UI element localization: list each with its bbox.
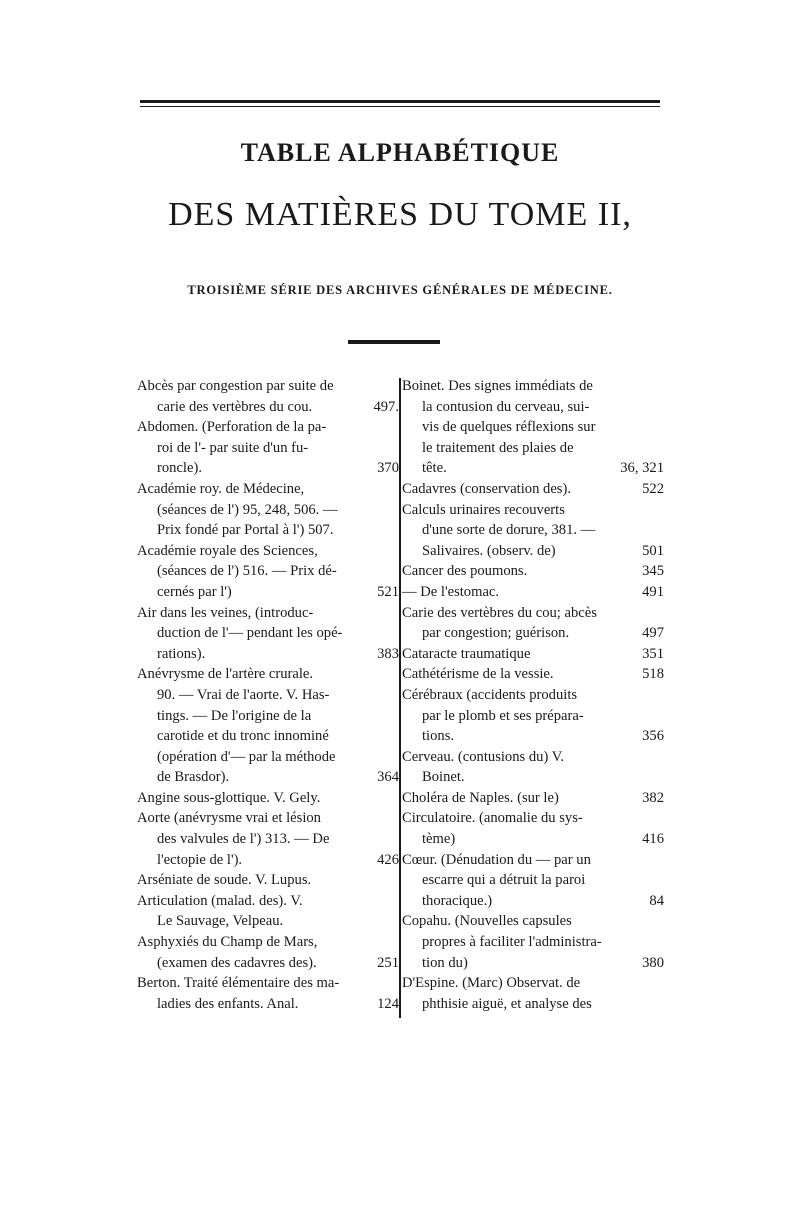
entry-line: Prix fondé par Portal à l') 507. — [157, 522, 334, 539]
entry-text: l'ectopie de l'). — [157, 851, 243, 868]
top-rule-thick — [140, 100, 660, 103]
index-entry — [137, 891, 399, 932]
entry-line — [402, 644, 664, 665]
page-reference: 356 — [642, 728, 664, 745]
index-entry — [137, 603, 399, 665]
entry-text: tème) — [422, 831, 456, 848]
page-title: TABLE ALPHABÉTIQUE — [240, 138, 560, 167]
top-rule-thin — [140, 106, 660, 107]
entry-line: Asphyxiés du Champ de Mars, — [137, 934, 318, 951]
entry-text: cernés par l') — [157, 583, 232, 600]
column-divider — [399, 378, 401, 1018]
entry-text: — De l'estomac. — [402, 583, 500, 600]
entry-line: Arséniate de soude. V. Lupus. — [137, 872, 312, 889]
page-reference: 383 — [377, 645, 399, 662]
entry-line: propres à faciliter l'administra- — [422, 934, 602, 951]
entry-text: Cadavres (conservation des). — [402, 480, 571, 497]
index-entry — [402, 561, 664, 582]
page-reference: 84 — [649, 892, 664, 909]
entry-line — [137, 994, 399, 1015]
entry-line — [402, 479, 664, 500]
entry-text: Cancer des poumons. — [402, 563, 528, 580]
page-reference: 497. — [373, 398, 399, 415]
entry-line — [402, 582, 664, 603]
page-reference: 518 — [642, 666, 664, 683]
entry-line: par le plomb et ses prépara- — [422, 707, 584, 724]
entry-text: roncle). — [157, 460, 202, 477]
index-entry — [137, 870, 399, 891]
entry-line: Abcès par congestion par suite de — [137, 378, 334, 394]
index-entry — [402, 808, 664, 849]
entry-line: (opération d'— par la méthode — [157, 748, 336, 765]
page-reference: 364 — [377, 769, 399, 786]
index-entry — [402, 664, 664, 685]
page-reference: 370 — [377, 460, 399, 477]
page-reference: 497 — [642, 625, 664, 642]
page-subtitle: TROISIÈME SÉRIE DES ARCHIVES GÉNÉRALES DE MÉDECINE. — [187, 283, 613, 297]
index-entry — [402, 603, 664, 644]
entry-line — [402, 623, 664, 644]
entry-line — [402, 726, 664, 747]
top-rule — [140, 100, 660, 107]
index-entry — [137, 417, 399, 479]
entry-line: Circulatoire. (anomalie du sys- — [402, 810, 583, 827]
entry-line: le traitement des plaies de — [422, 439, 574, 456]
entry-line: carotide et du tronc innominé — [157, 728, 329, 745]
entry-line — [137, 767, 399, 788]
entry-line: Articulation (malad. des). V. — [137, 892, 303, 909]
entry-text: rations). — [157, 645, 206, 662]
entry-line: (séances de l') 516. — Prix dé- — [157, 563, 337, 580]
entry-line: Anévrysme de l'artère crurale. — [137, 666, 314, 683]
entry-line: Calculs urinaires recouverts — [402, 501, 565, 518]
index-entry — [402, 479, 664, 500]
entry-line: Le Sauvage, Velpeau. — [157, 913, 284, 930]
page-reference: 521 — [377, 583, 399, 600]
entry-text: tions. — [422, 728, 455, 745]
entry-line: Académie roy. de Médecine, — [137, 480, 305, 497]
entry-text: (examen des cadavres des). — [157, 954, 317, 971]
index-column-left — [137, 376, 399, 1014]
index-entry — [402, 850, 664, 912]
entry-line — [402, 561, 664, 582]
entry-line: 90. — Vrai de l'aorte. V. Has- — [157, 686, 330, 703]
page-reference: 351 — [642, 645, 664, 662]
index-entry — [402, 747, 664, 788]
index-entry — [402, 644, 664, 665]
index-entry — [137, 376, 399, 417]
entry-line — [402, 953, 664, 974]
index-entry — [137, 932, 399, 973]
index-entry — [402, 500, 664, 562]
entry-line: Angine sous-glottique. V. Gely. — [137, 789, 321, 806]
entry-line — [137, 850, 399, 871]
index-entry — [137, 479, 399, 541]
index-entry — [402, 911, 664, 973]
entry-line: d'une sorte de dorure, 381. — — [422, 522, 596, 539]
index-entry — [402, 376, 664, 479]
page-reference: 124 — [377, 995, 399, 1012]
entry-line: D'Espine. (Marc) Observat. de — [402, 975, 581, 992]
entry-line — [137, 953, 399, 974]
page-reference: 522 — [642, 480, 664, 497]
entry-text: Cathétérisme de la vessie. — [402, 666, 554, 683]
entry-line: Carie des vertèbres du cou; abcès — [402, 604, 597, 621]
entry-text: ladies des enfants. Anal. — [157, 995, 299, 1012]
entry-line — [137, 397, 399, 418]
entry-line — [137, 582, 399, 603]
page-title-line2: DES MATIÈRES DU TOME II, — [168, 196, 632, 233]
entry-text: tion du) — [422, 954, 468, 971]
index-entry — [137, 664, 399, 788]
entry-line — [402, 458, 664, 479]
entry-text: Cataracte traumatique — [402, 645, 531, 662]
entry-line — [402, 664, 664, 685]
index-entry — [402, 685, 664, 747]
entry-text: carie des vertèbres du cou. — [157, 398, 313, 415]
entry-line — [402, 788, 664, 809]
index-entry — [137, 541, 399, 603]
index-column-right — [402, 376, 664, 1014]
entry-line: phthisie aiguë, et analyse des — [422, 995, 592, 1012]
entry-line: vis de quelques réflexions sur — [422, 419, 596, 436]
page-reference: 251 — [377, 954, 399, 971]
index-entry — [137, 788, 399, 809]
entry-line: tings. — De l'origine de la — [157, 707, 312, 724]
entry-line: Berton. Traité élémentaire des ma- — [137, 975, 340, 992]
page-reference: 426 — [377, 851, 399, 868]
page-reference: 416 — [642, 831, 664, 848]
title-divider — [348, 340, 440, 344]
entry-line — [402, 829, 664, 850]
entry-text: par congestion; guérison. — [422, 625, 570, 642]
entry-line — [137, 458, 399, 479]
entry-text: Choléra de Naples. (sur le) — [402, 789, 559, 806]
entry-line: Cérébraux (accidents produits — [402, 686, 578, 703]
entry-line: roi de l'- par suite d'un fu- — [157, 439, 309, 456]
entry-line: Aorte (anévrysme vrai et lésion — [137, 810, 321, 827]
entry-line — [402, 891, 664, 912]
entry-text: de Brasdor). — [157, 769, 230, 786]
entry-line: (séances de l') 95, 248, 506. — — [157, 501, 338, 518]
entry-text: tête. — [422, 460, 447, 477]
index-entry — [137, 973, 399, 1014]
entry-line: Cœur. (Dénudation du — par un — [402, 851, 591, 868]
page-reference: 501 — [642, 542, 664, 559]
page-reference: 36, 321 — [620, 460, 664, 477]
entry-line — [402, 541, 664, 562]
index-entry — [137, 808, 399, 870]
entry-line: Académie royale des Sciences, — [137, 542, 318, 559]
entry-line: Cerveau. (contusions du) V. — [402, 748, 564, 765]
entry-line: des valvules de l') 313. — De — [157, 831, 330, 848]
page-reference: 345 — [642, 563, 664, 580]
page-reference: 382 — [642, 789, 664, 806]
index-entry — [402, 973, 664, 1014]
entry-line: Boinet. — [422, 769, 465, 786]
entry-line: escarre qui a détruit la paroi — [422, 872, 586, 889]
entry-line: Copahu. (Nouvelles capsules — [402, 913, 572, 930]
entry-line: Boinet. Des signes immédiats de — [402, 378, 593, 394]
entry-line: Abdomen. (Perforation de la pa- — [137, 419, 327, 436]
page-reference: 380 — [642, 954, 664, 971]
entry-line: duction de l'— pendant les opé- — [157, 625, 343, 642]
page-reference: 491 — [642, 583, 664, 600]
index-entry — [402, 788, 664, 809]
entry-line — [137, 644, 399, 665]
index-entry — [402, 582, 664, 603]
entry-text: thoracique.) — [422, 892, 493, 909]
entry-text: Salivaires. (observ. de) — [422, 542, 556, 559]
entry-line: Air dans les veines, (introduc- — [137, 604, 314, 621]
entry-line: la contusion du cerveau, sui- — [422, 398, 590, 415]
